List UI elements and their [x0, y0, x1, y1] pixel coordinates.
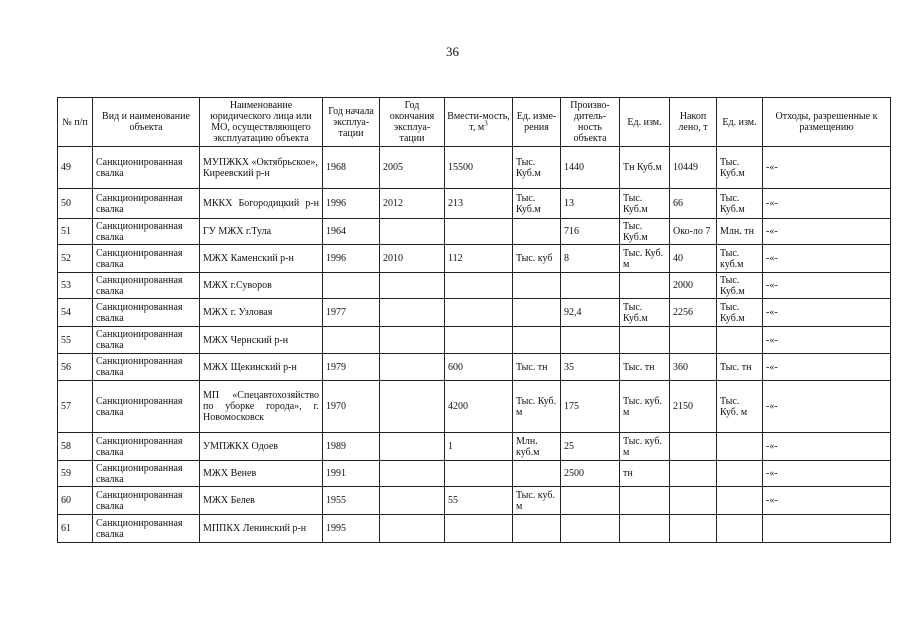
row-unit: Тыс. Куб.м — [513, 147, 561, 189]
table-row — [58, 327, 891, 354]
row-capacity — [445, 299, 513, 327]
row-start: 1996 — [323, 189, 380, 219]
row-prod-unit: Тыс. куб. м — [620, 433, 670, 461]
row-prod-unit: Тыс. Куб.м — [620, 299, 670, 327]
row-waste: -«- — [763, 147, 891, 189]
row-prod-unit: Тыс. тн — [620, 354, 670, 381]
row-unit: Тыс. Куб. м — [513, 381, 561, 433]
row-start: 1970 — [323, 381, 380, 433]
row-acc-unit: Тыс. Куб.м — [717, 147, 763, 189]
row-type: Санкционированная свалка — [93, 515, 200, 543]
row-capacity: 15500 — [445, 147, 513, 189]
row-type: Санкционированная свалка — [93, 461, 200, 487]
row-num: 50 — [58, 189, 93, 219]
row-start: 1964 — [323, 219, 380, 245]
row-capacity: 213 — [445, 189, 513, 219]
row-accumulated: 66 — [670, 189, 717, 219]
row-org: МЖХ Каменский р-н — [200, 245, 323, 273]
row-start — [323, 327, 380, 354]
row-prod-unit: Тыс. Куб.м — [620, 189, 670, 219]
row-waste: -«- — [763, 299, 891, 327]
row-end — [380, 299, 445, 327]
row-acc-unit — [717, 515, 763, 543]
row-waste: -«- — [763, 433, 891, 461]
row-productivity: 35 — [561, 354, 620, 381]
header-productivity: Произво-дитель-ность объекта — [561, 98, 620, 147]
row-productivity — [561, 327, 620, 354]
header-waste: Отходы, разрешенные к размещению — [763, 98, 891, 147]
row-num: 60 — [58, 487, 93, 515]
row-productivity: 2500 — [561, 461, 620, 487]
header-capacity-label: Вмести-мость, т, м — [447, 111, 510, 133]
row-end — [380, 327, 445, 354]
row-num: 53 — [58, 273, 93, 299]
row-end — [380, 487, 445, 515]
row-acc-unit — [717, 327, 763, 354]
row-type: Санкционированная свалка — [93, 189, 200, 219]
row-type: Санкционированная свалка — [93, 327, 200, 354]
row-waste: -«- — [763, 219, 891, 245]
header-start: Год начала эксплуа-тации — [323, 98, 380, 147]
row-acc-unit: Тыс. Куб.м — [717, 189, 763, 219]
row-end — [380, 433, 445, 461]
row-acc-unit: Тыс. тн — [717, 354, 763, 381]
row-capacity: 112 — [445, 245, 513, 273]
header-org: Наименование юридического лица или МО, осуществляющего эксплуатацию объекта — [200, 98, 323, 147]
table-row — [58, 433, 891, 461]
row-prod-unit — [620, 273, 670, 299]
row-type: Санкционированная свалка — [93, 354, 200, 381]
row-org: МППКХ Ленинский р-н — [200, 515, 323, 543]
row-waste — [763, 515, 891, 543]
row-type: Санкционированная свалка — [93, 381, 200, 433]
table-row — [58, 147, 891, 189]
row-waste: -«- — [763, 273, 891, 299]
row-start: 1991 — [323, 461, 380, 487]
row-num: 58 — [58, 433, 93, 461]
row-unit: Млн. куб.м — [513, 433, 561, 461]
row-type: Санкционированная свалка — [93, 299, 200, 327]
row-productivity — [561, 273, 620, 299]
row-end — [380, 461, 445, 487]
row-start: 1977 — [323, 299, 380, 327]
row-end — [380, 381, 445, 433]
landfill-registry-table — [57, 97, 891, 543]
row-org: МЖХ г.Суворов — [200, 273, 323, 299]
row-org: ГУ МЖХ г.Тула — [200, 219, 323, 245]
row-productivity — [561, 487, 620, 515]
row-accumulated: 2000 — [670, 273, 717, 299]
header-row — [58, 98, 891, 147]
row-prod-unit — [620, 515, 670, 543]
row-num: 61 — [58, 515, 93, 543]
row-prod-unit — [620, 487, 670, 515]
header-capacity-sup: 3 — [484, 119, 488, 128]
row-num: 52 — [58, 245, 93, 273]
table-row — [58, 189, 891, 219]
row-start: 1996 — [323, 245, 380, 273]
row-acc-unit: Тыс. куб.м — [717, 245, 763, 273]
row-num: 49 — [58, 147, 93, 189]
table-row — [58, 381, 891, 433]
row-end — [380, 219, 445, 245]
row-unit — [513, 273, 561, 299]
row-unit: Тыс. куб. м — [513, 487, 561, 515]
row-org: МЖХ Щекинский р-н — [200, 354, 323, 381]
row-accumulated: 40 — [670, 245, 717, 273]
row-productivity: 25 — [561, 433, 620, 461]
row-acc-unit — [717, 461, 763, 487]
row-accumulated: 2256 — [670, 299, 717, 327]
row-unit — [513, 219, 561, 245]
row-start: 1955 — [323, 487, 380, 515]
row-acc-unit: Тыс. Куб.м — [717, 273, 763, 299]
header-acc-unit: Ед. изм. — [717, 98, 763, 147]
row-waste: -«- — [763, 461, 891, 487]
row-start: 1979 — [323, 354, 380, 381]
row-waste: -«- — [763, 487, 891, 515]
row-num: 57 — [58, 381, 93, 433]
row-start: 1989 — [323, 433, 380, 461]
row-acc-unit: Млн. тн — [717, 219, 763, 245]
row-org: МЖХ г. Узловая — [200, 299, 323, 327]
row-type: Санкционированная свалка — [93, 147, 200, 189]
row-org: МП «Спецавтохозяйство по уборке города», г. Новомосковск — [200, 381, 323, 433]
header-capacity — [445, 98, 513, 147]
row-end: 2005 — [380, 147, 445, 189]
row-productivity: 8 — [561, 245, 620, 273]
row-prod-unit — [620, 327, 670, 354]
row-end: 2010 — [380, 245, 445, 273]
row-type: Санкционированная свалка — [93, 273, 200, 299]
row-unit: Тыс. куб — [513, 245, 561, 273]
row-type: Санкционированная свалка — [93, 487, 200, 515]
row-unit — [513, 327, 561, 354]
row-num: 54 — [58, 299, 93, 327]
table-row — [58, 273, 891, 299]
row-type: Санкционированная свалка — [93, 433, 200, 461]
page-number: 36 — [446, 44, 459, 59]
row-capacity — [445, 219, 513, 245]
row-capacity: 1 — [445, 433, 513, 461]
row-org: МЖХ Чернский р-н — [200, 327, 323, 354]
row-productivity: 175 — [561, 381, 620, 433]
row-capacity — [445, 461, 513, 487]
row-prod-unit: Тн Куб.м — [620, 147, 670, 189]
header-num: № п/п — [58, 98, 93, 147]
row-capacity — [445, 273, 513, 299]
row-accumulated: 360 — [670, 354, 717, 381]
row-productivity: 716 — [561, 219, 620, 245]
row-waste: -«- — [763, 327, 891, 354]
row-capacity — [445, 327, 513, 354]
row-unit — [513, 299, 561, 327]
row-productivity: 92,4 — [561, 299, 620, 327]
row-unit: Тыс. Куб.м — [513, 189, 561, 219]
row-waste: -«- — [763, 381, 891, 433]
header-unit: Ед. изме-рения — [513, 98, 561, 147]
row-acc-unit: Тыс. Куб.м — [717, 299, 763, 327]
row-capacity: 55 — [445, 487, 513, 515]
row-unit: Тыс. тн — [513, 354, 561, 381]
row-accumulated: 10449 — [670, 147, 717, 189]
header-type: Вид и наименование объекта — [93, 98, 200, 147]
table-row — [58, 354, 891, 381]
row-org: УМПЖКХ Одоев — [200, 433, 323, 461]
table-row — [58, 219, 891, 245]
row-accumulated: Око-ло 7 — [670, 219, 717, 245]
table-row — [58, 299, 891, 327]
header-end: Год окончания эксплуа-тации — [380, 98, 445, 147]
row-acc-unit — [717, 433, 763, 461]
row-accumulated — [670, 433, 717, 461]
row-waste: -«- — [763, 245, 891, 273]
row-accumulated — [670, 515, 717, 543]
row-accumulated — [670, 487, 717, 515]
table-row — [58, 487, 891, 515]
row-productivity: 13 — [561, 189, 620, 219]
row-prod-unit: Тыс. Куб. м — [620, 245, 670, 273]
row-prod-unit: Тыс. куб. м — [620, 381, 670, 433]
row-start: 1995 — [323, 515, 380, 543]
row-productivity: 1440 — [561, 147, 620, 189]
row-end — [380, 515, 445, 543]
row-accumulated — [670, 327, 717, 354]
row-end — [380, 354, 445, 381]
row-num: 56 — [58, 354, 93, 381]
table-row — [58, 461, 891, 487]
row-capacity: 4200 — [445, 381, 513, 433]
row-acc-unit: Тыс. Куб. м — [717, 381, 763, 433]
row-accumulated: 2150 — [670, 381, 717, 433]
row-capacity: 600 — [445, 354, 513, 381]
row-org: МЖХ Белев — [200, 487, 323, 515]
row-capacity — [445, 515, 513, 543]
row-org: МУПЖКХ «Октябрьское», Киреевский р-н — [200, 147, 323, 189]
table-row — [58, 515, 891, 543]
row-num: 51 — [58, 219, 93, 245]
row-unit — [513, 515, 561, 543]
row-end: 2012 — [380, 189, 445, 219]
row-prod-unit: Тыс. Куб.м — [620, 219, 670, 245]
row-acc-unit — [717, 487, 763, 515]
row-waste: -«- — [763, 189, 891, 219]
row-org: МЖХ Венев — [200, 461, 323, 487]
row-productivity — [561, 515, 620, 543]
row-type: Санкционированная свалка — [93, 219, 200, 245]
row-org: МККХ Богородицкий р-н — [200, 189, 323, 219]
row-prod-unit: тн — [620, 461, 670, 487]
row-accumulated — [670, 461, 717, 487]
row-end — [380, 273, 445, 299]
header-accumulated: Накоп лено, т — [670, 98, 717, 147]
row-waste: -«- — [763, 354, 891, 381]
table-row — [58, 245, 891, 273]
row-unit — [513, 461, 561, 487]
header-prod-unit: Ед. изм. — [620, 98, 670, 147]
row-num: 55 — [58, 327, 93, 354]
row-num: 59 — [58, 461, 93, 487]
row-type: Санкционированная свалка — [93, 245, 200, 273]
row-start: 1968 — [323, 147, 380, 189]
row-start — [323, 273, 380, 299]
